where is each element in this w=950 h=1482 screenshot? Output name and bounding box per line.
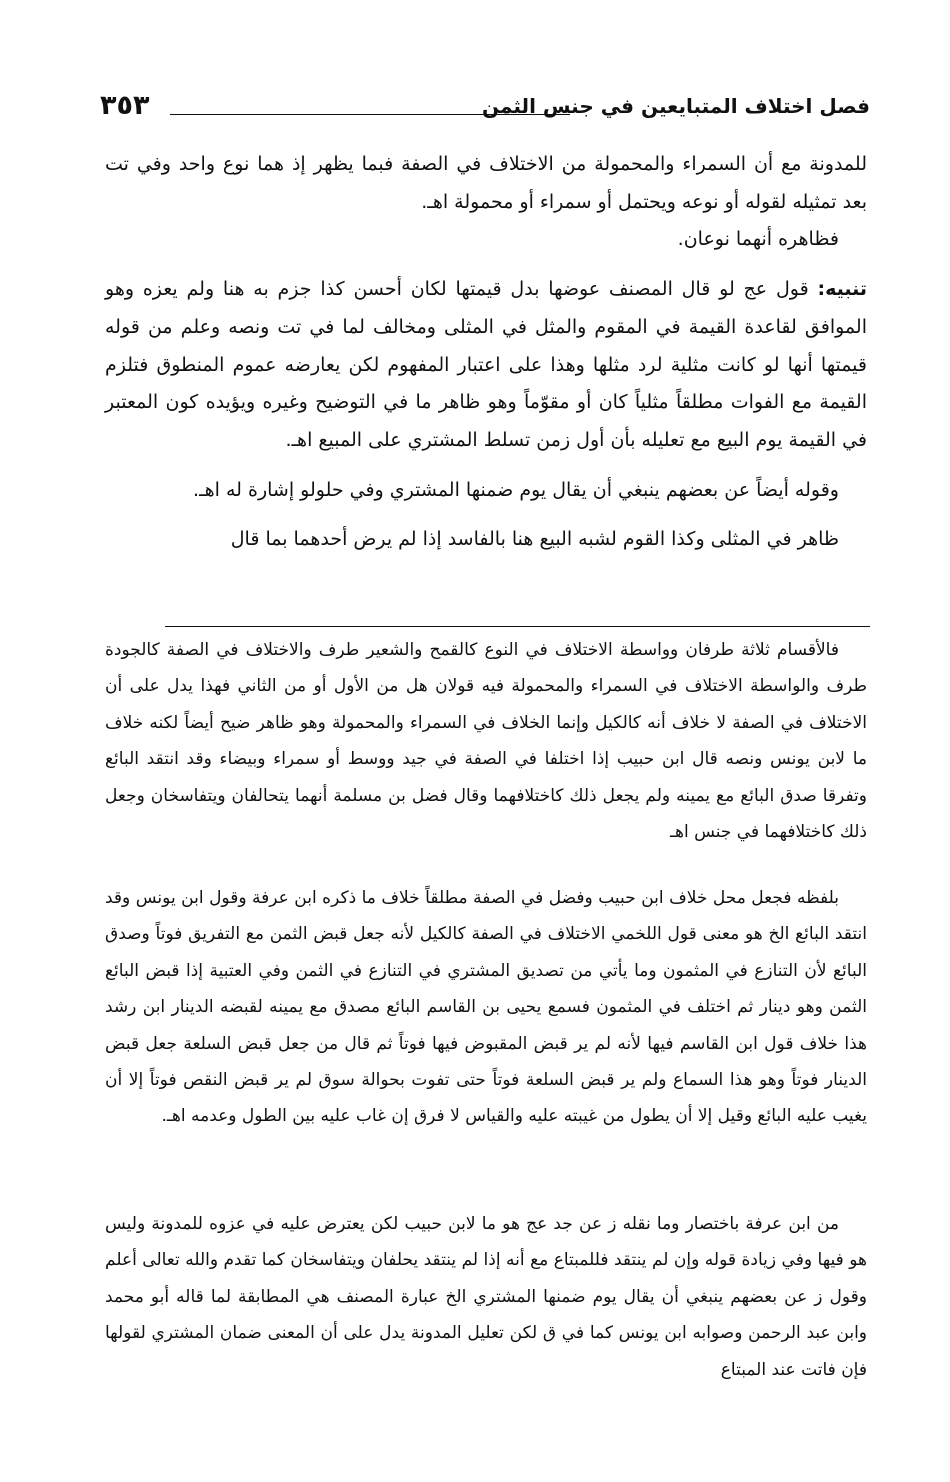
footnote-block (105, 632, 867, 850)
note-label: تنبيه: (817, 278, 867, 301)
footnote-paragraph: بلفظه فجعل محل خلاف ابن حبيب وفضل في الصفة مطلقاً خلاف ما ذكره ابن عرفة وقول ابن يونس وقد انتقد البائع الخ هو معنى قول اللخمي الاختلاف في الصفة كالكيل لأنه جعل قبض الثمن مع التفريق فوتاً وصدق البائع لأن التنازع في المثمون وما يأتي من تصديق المشتري في التنازع في الثمن وفي العتبية إذا قبض البائع الثمن وهو دينار ثم اختلف في المثمون فسمع يحيى بن القاسم البائع مصدق مع يمينه لقبضه الدينار ابن رشد هذا خلاف قول ابن القاسم فيها لأنه لم ير قبض المقبوض فيها فوتاً ثم قال من جعل قبض السلعة جعل قبض الدينار فوتاً وهو هذا السماع ولم ير قبض السلعة فوتاً حتى تفوت بحوالة سوق لم ير قبض النقص فوتاً إلا أن يغيب عليه البائع وقيل إلا أن يطول من غيبته عليه والقياس لا فرق إن غاب عليه بين الطول وعدمه اهـ. (105, 888, 867, 1127)
main-paragraph: وقوله أيضاً عن بعضهم ينبغي أن يقال يوم ضمنها المشتري وفي حلولو إشارة له اهـ. (193, 478, 839, 501)
main-text (105, 146, 867, 559)
footnote-paragraph: من ابن عرفة باختصار وما نقله ز عن جد عج هو ما لابن حبيب لكن يعترض عليه في عزوه للمدونة وليس هو فيها وفي زيادة قوله وإن لم ينتقد فللمبتاع مع أنه إذا لم ينتقد يحلفان ويتفاسخان كما تقدم والله تعالى أعلم وقول ز عن بعضهم ينبغي أن يقال يوم ضمنها المشتري الخ عبارة المصنف هي المطابقة لما قاله أبو محمد وابن عبد الرحمن وصوابه ابن يونس كما في ق لكن تعليل المدونة يدل على أن المعنى ضمان المشتري لقولها فإن فاتت عند المبتاع (105, 1214, 867, 1380)
footnote-block (105, 880, 867, 1135)
header-title: فصل اختلاف المتبايعين في جنس الثمن (481, 94, 870, 118)
main-paragraph: ظاهر في المثلى وكذا القوم لشبه البيع هنا بالفاسد إذا لم يرض أحدهما بما قال (230, 528, 839, 551)
page-number: ٣٥٣ (100, 90, 150, 121)
footnote-paragraph: فالأقسام ثلاثة طرفان وواسطة الاختلاف في النوع كالقمح والشعير طرف والاختلاف في الصفة كالجودة طرف والواسطة الاختلاف في السمراء والمحمولة فيه قولان هل من الأول أو من الثاني فهذا يدل على أن الاختلاف في الصفة لا خلاف أنه كالكيل وإنما الخلاف في السمراء والمحمولة وهو ظاهر ضيح أيضاً لكنه خلاف ما لابن يونس ونصه قال ابن حبيب إذا اختلفا في الصفة في جيد ووسط أو سمراء وبيضاء وقد انتقد البائع وتفرقا صدق البائع مع يمينه ولم يجعل ذلك كاختلافهما وقال فضل بن مسلمة أنهما يتحالفان ويتفاسخان وجعل ذلك كاختلافهما في جنس اهـ (105, 640, 867, 843)
main-paragraph: فظاهره أنهما نوعان. (677, 228, 839, 251)
running-header (100, 88, 870, 128)
main-paragraph: للمدونة مع أن السمراء والمحمولة من الاختلاف في الصفة فبما يظهر إذ هما نوع واحد وفي تت بعد تمثيله لقوله أو نوعه ويحتمل أو سمراء أو محمولة اهـ. (105, 153, 867, 213)
note-body: قول عج لو قال المصنف عوضها بدل قيمتها لكان أحسن كذا جزم به هنا ولم يعزه وهو الموافق لقاعدة القيمة في المقوم والمثل في المثلى ومخالف لما في تت ونصه وعلم من قوله قيمتها أنها لو كانت مثلية لرد مثلها وهذا على اعتبار المفهوم لكن يعارضه عموم المنطوق فتلزم القيمة مع الفوات مطلقاً مثلياً كان أو مقوّماً وهو ظاهر ما في التوضيح وغيره ويؤيده كون المعتبر في القيمة يوم البيع مع تعليله بأن أول زمن تسلط المشتري على المبيع اهـ. (105, 278, 867, 451)
main-paragraph (105, 271, 867, 460)
footnote-block (105, 1206, 867, 1388)
footnote-separator (165, 626, 870, 627)
